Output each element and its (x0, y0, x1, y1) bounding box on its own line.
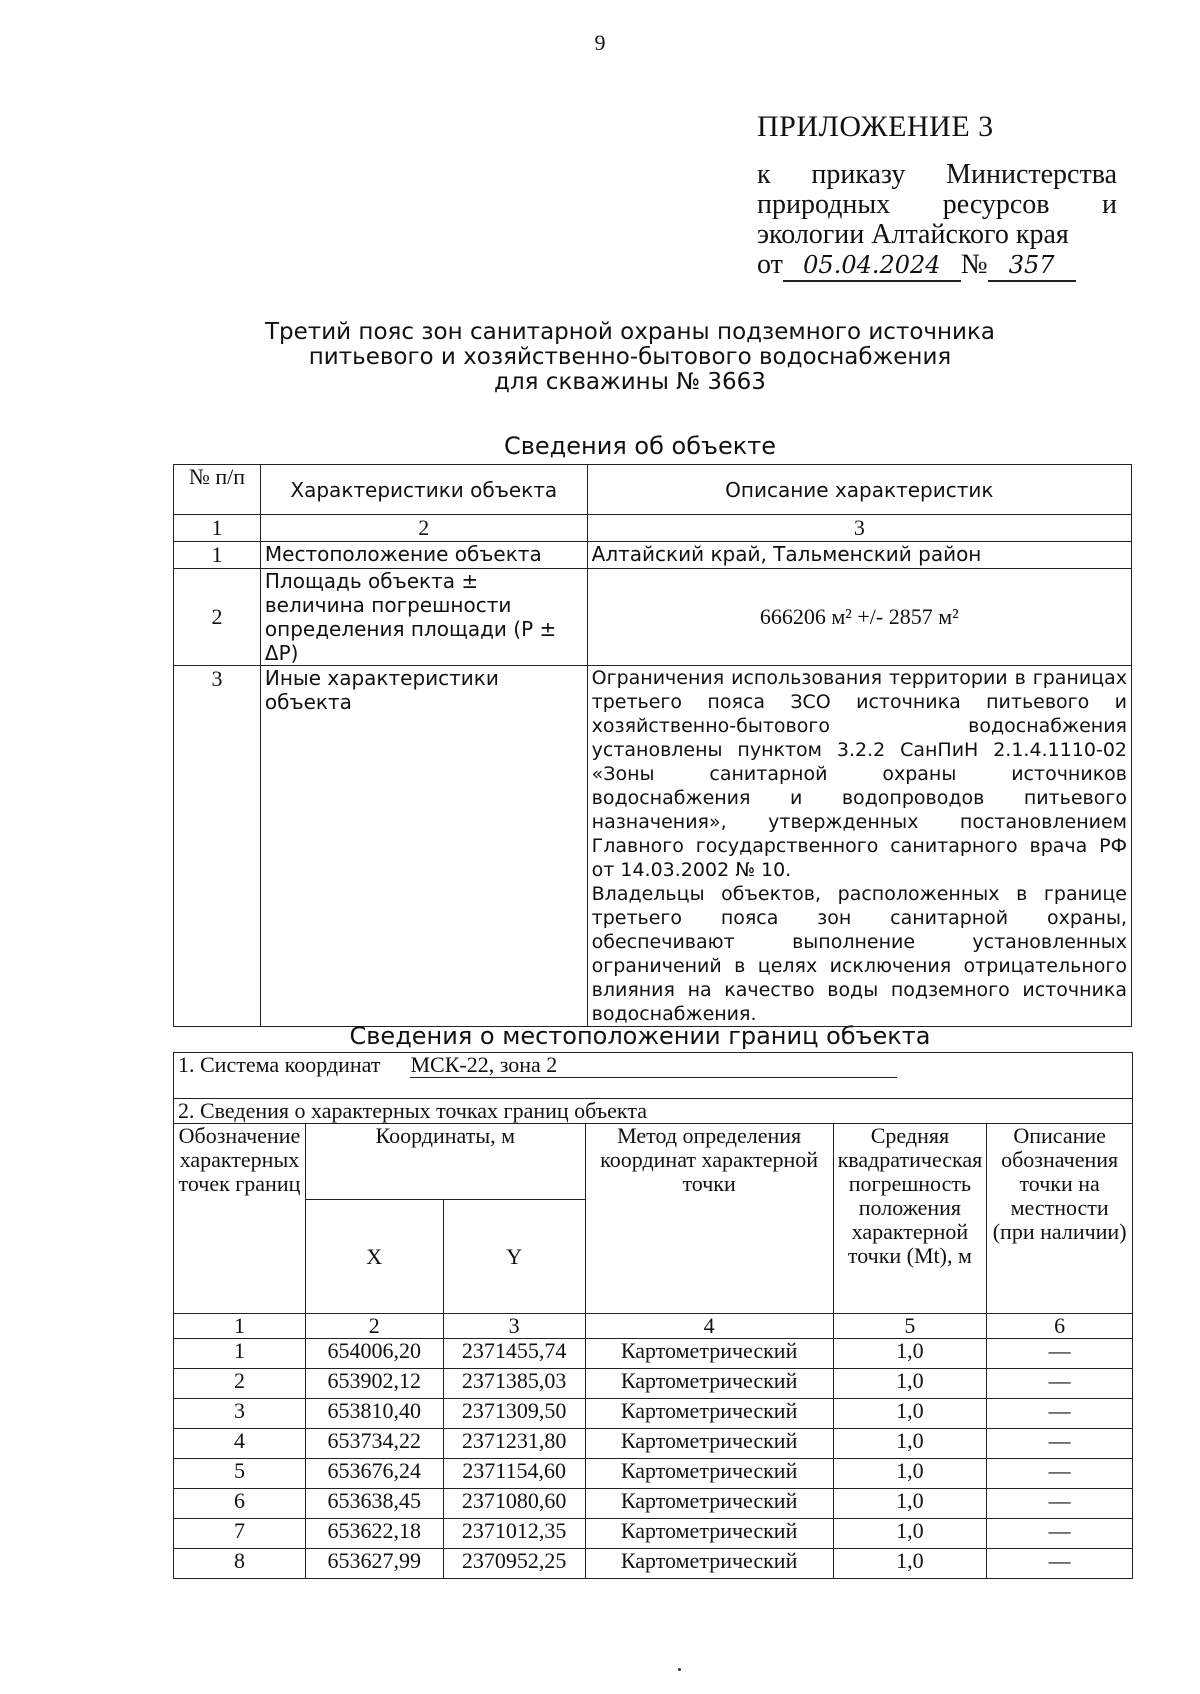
row-value: Алтайский край, Тальменский район (587, 542, 1131, 569)
point-method: Картометрический (585, 1489, 833, 1519)
points-label-cell: 2. Сведения о характерных точках границ объекта (174, 1099, 1133, 1124)
order-word: Министерства (946, 159, 1117, 190)
point-x: 653734,22 (305, 1429, 443, 1459)
order-line-1 (757, 160, 1117, 190)
coord-system-label: 1. Система координат (178, 1052, 381, 1077)
row-name: Иные характеристики объекта (260, 666, 587, 1027)
spacer-cell (174, 1079, 1133, 1099)
points-header-row (174, 1124, 1133, 1200)
order-number: 357 (988, 250, 1076, 282)
point-method: Картометрический (585, 1369, 833, 1399)
point-description: — (987, 1549, 1133, 1579)
point-number: 6 (174, 1489, 306, 1519)
row-name: Местоположение объекта (260, 542, 587, 569)
title-line-2: питьевого и хозяйственно-бытового водоснабжения (308, 344, 952, 370)
point-y: 2371231,80 (443, 1429, 585, 1459)
point-number: 1 (174, 1339, 306, 1369)
point-row (174, 1459, 1133, 1489)
coord-system-row (174, 1053, 1133, 1079)
point-description: — (987, 1519, 1133, 1549)
point-row (174, 1429, 1133, 1459)
point-number: 7 (174, 1519, 306, 1549)
point-number: 4 (174, 1429, 306, 1459)
point-error: 1,0 (833, 1369, 987, 1399)
order-word: природных (757, 189, 891, 220)
point-description: — (987, 1339, 1133, 1369)
point-method: Картометрический (585, 1519, 833, 1549)
point-description: — (987, 1489, 1133, 1519)
header-cell: Описание характеристик (587, 465, 1131, 515)
point-x: 654006,20 (305, 1339, 443, 1369)
header-y: Y (443, 1200, 585, 1314)
table-index-row (174, 515, 1132, 542)
table-row (174, 542, 1132, 569)
order-word: к (757, 159, 771, 190)
point-y: 2370952,25 (443, 1549, 585, 1579)
point-method: Картометрический (585, 1399, 833, 1429)
point-row (174, 1399, 1133, 1429)
header-method: Метод определения координат характерной точки (585, 1124, 833, 1314)
owners-text: Владельцы объектов, расположенных в границе третьего пояса зон санитарной охраны, обеспечивают выполнение установленных ограничений в целях исключения отрицательного влияния на качество воды подземного источника водоснабжения. (591, 883, 1127, 1025)
spacer-row (174, 1079, 1133, 1099)
point-number: 5 (174, 1459, 306, 1489)
appendix-heading: ПРИЛОЖЕНИЕ 3 (757, 110, 994, 143)
order-line-3: экологии Алтайского края (757, 219, 1069, 250)
point-y: 2371309,50 (443, 1399, 585, 1429)
page-number: 9 (594, 30, 606, 55)
point-x: 653902,12 (305, 1369, 443, 1399)
index-cell: 5 (833, 1314, 987, 1339)
order-from-label: от (757, 249, 783, 280)
object-section-heading: Сведения об объекте (504, 432, 776, 460)
points-index-row (174, 1314, 1133, 1339)
order-date: 05.04.2024 (783, 250, 961, 282)
boundary-table (173, 1052, 1133, 1579)
scan-speck (678, 1668, 681, 1671)
points-label-row (174, 1099, 1133, 1124)
table-row (174, 569, 1132, 666)
order-date-line (757, 250, 1117, 282)
coord-system-value: МСК-22, зона 2 (410, 1052, 897, 1078)
index-cell: 2 (260, 515, 587, 542)
point-error: 1,0 (833, 1459, 987, 1489)
title-line-3: для скважины № 3663 (494, 369, 766, 395)
restriction-text: Ограничения использования территории в границах третьего пояса ЗСО источника питьевого и хозяйственно-бытового водоснабжения установлены пунктом 3.2.2 СанПиН 2.1.4.1110-02 «Зоны санитарной охраны источников водоснабжения и водопроводов питьевого назначения», утвержденных постановлением Главного государственного санитарного врача РФ от 14.03.2002 № 10. (591, 667, 1127, 881)
index-cell: 6 (987, 1314, 1133, 1339)
point-row (174, 1519, 1133, 1549)
order-word: приказу (811, 159, 906, 190)
header-cell: Характеристики объекта (260, 465, 587, 515)
point-x: 653627,99 (305, 1549, 443, 1579)
point-row (174, 1369, 1133, 1399)
point-error: 1,0 (833, 1519, 987, 1549)
title-line-1: Третий пояс зон санитарной охраны подземного источника (265, 319, 995, 345)
index-cell: 3 (443, 1314, 585, 1339)
coord-system-cell (174, 1053, 1133, 1079)
order-reference (757, 160, 1117, 282)
row-number: 1 (174, 542, 261, 569)
header-description: Описание обозначения точки на местности (при наличии) (987, 1124, 1133, 1314)
order-word: и (1102, 189, 1117, 220)
point-y: 2371080,60 (443, 1489, 585, 1519)
row-number: 2 (174, 569, 261, 666)
index-cell: 2 (305, 1314, 443, 1339)
point-x: 653676,24 (305, 1459, 443, 1489)
boundary-section-heading: Сведения о местоположении границ объекта (349, 1022, 931, 1050)
index-cell: 1 (174, 1314, 306, 1339)
row-value (587, 666, 1131, 1027)
index-cell: 1 (174, 515, 261, 542)
point-description: — (987, 1369, 1133, 1399)
header-coordinates: Координаты, м (305, 1124, 585, 1200)
point-y: 2371154,60 (443, 1459, 585, 1489)
index-cell: 4 (585, 1314, 833, 1339)
point-description: — (987, 1399, 1133, 1429)
point-y: 2371012,35 (443, 1519, 585, 1549)
row-name: Площадь объекта ± величина погрешности определения площади (Р ± ΔР) (260, 569, 587, 666)
point-method: Картометрический (585, 1549, 833, 1579)
order-word: ресурсов (942, 189, 1050, 220)
point-number: 8 (174, 1549, 306, 1579)
point-method: Картометрический (585, 1459, 833, 1489)
point-row (174, 1339, 1133, 1369)
point-row (174, 1489, 1133, 1519)
point-x: 653622,18 (305, 1519, 443, 1549)
row-number: 3 (174, 666, 261, 1027)
point-number: 2 (174, 1369, 306, 1399)
point-y: 2371455,74 (443, 1339, 585, 1369)
point-error: 1,0 (833, 1489, 987, 1519)
order-number-label: № (960, 249, 988, 280)
point-method: Картометрический (585, 1339, 833, 1369)
row-value: 666206 м² +/- 2857 м² (587, 569, 1131, 666)
point-x: 653638,45 (305, 1489, 443, 1519)
table-header-row (174, 465, 1132, 515)
table-row (174, 666, 1132, 1027)
point-description: — (987, 1459, 1133, 1489)
point-y: 2371385,03 (443, 1369, 585, 1399)
point-row (174, 1549, 1133, 1579)
point-number: 3 (174, 1399, 306, 1429)
header-designation: Обозначение характерных точек границ (174, 1124, 306, 1314)
index-cell: 3 (587, 515, 1131, 542)
point-error: 1,0 (833, 1339, 987, 1369)
header-cell: № п/п (174, 465, 261, 515)
document-title (0, 320, 1200, 395)
order-line-2 (757, 190, 1117, 220)
object-table (173, 464, 1132, 1027)
point-x: 653810,40 (305, 1399, 443, 1429)
header-x: X (305, 1200, 443, 1314)
point-error: 1,0 (833, 1549, 987, 1579)
point-description: — (987, 1429, 1133, 1459)
point-error: 1,0 (833, 1429, 987, 1459)
point-method: Картометрический (585, 1429, 833, 1459)
header-error: Средняя квадратическая погрешность положения характерной точки (Mt), м (833, 1124, 987, 1314)
point-error: 1,0 (833, 1399, 987, 1429)
